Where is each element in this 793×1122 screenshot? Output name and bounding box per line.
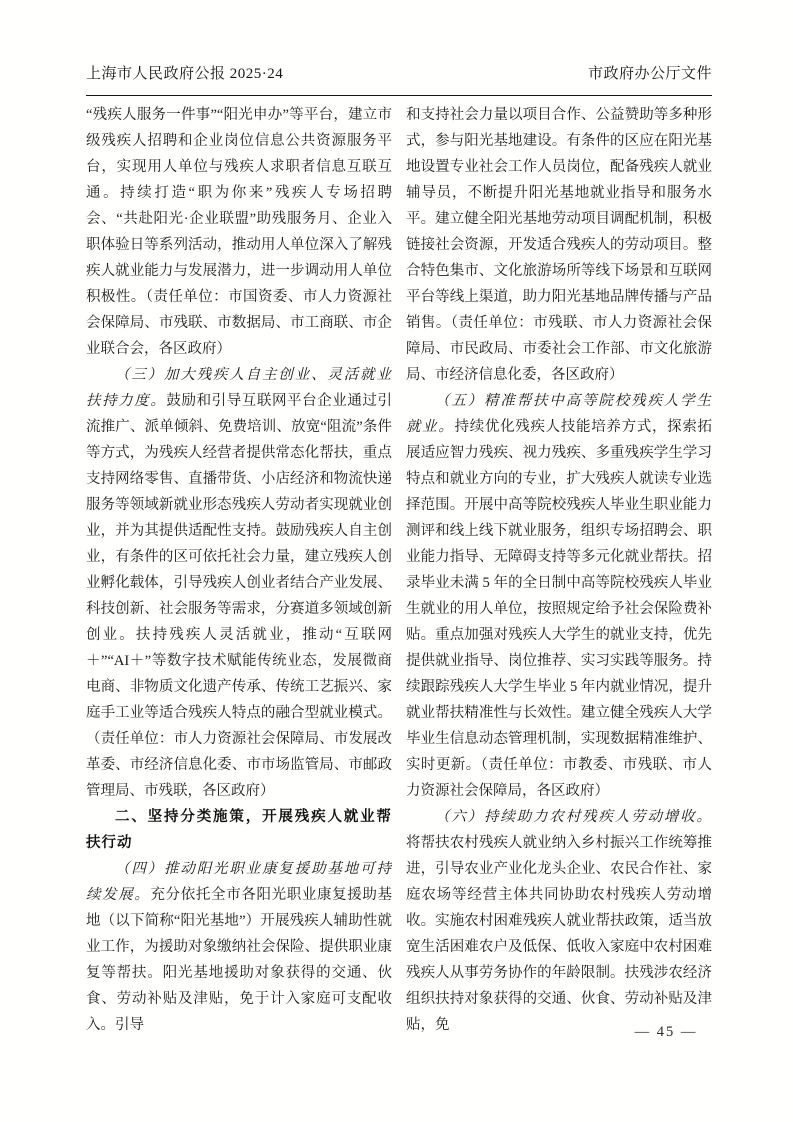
page-header: [86, 62, 712, 83]
item-paragraph-6: [406, 804, 712, 1038]
item-6-body: 将帮扶农村残疾人就业纳入乡村振兴工作统筹推进，引导农业产业化龙头企业、农民合作社、家庭农场等经营主体共同协助农村残疾人劳动增收。实施农村困难残疾人就业帮扶政策，适当放宽生活困难农户及低保、低收入家庭中农村困难残疾人从事劳务协作的年龄限制。扶残涉农经济组织扶持对象获得的交通、伙食、劳动补贴及津贴，免: [406, 835, 712, 1033]
item-5-lead: （五）精准帮扶中高等院校残疾人学生就业。: [406, 393, 712, 435]
page-number: — 45 —: [634, 1024, 698, 1040]
header-divider-rule: [86, 95, 712, 96]
item-3-lead: （三）加大残疾人自主创业、灵活就业扶持力度。: [86, 367, 392, 409]
item-paragraph-4: [86, 856, 392, 1038]
section-2-heading: 二、坚持分类施策，开展残疾人就业帮扶行动: [86, 809, 392, 851]
continuation-paragraph: “残疾人服务一件事”“阳光申办”等平台，建立市级残疾人招聘和企业岗位信息公共资源服务平台，实现用人单位与残疾人求职者信息互联互通。持续打造“职为你来”残疾人专场招聘会、“共赴阳光·企业联盟”助残服务月、企业入职体验日等系列活动，推动用人单位深入了解残疾人就业能力与发展潜力，进一步调动用人单位积极性。（责任单位：市国资委、市人力资源社会保障局、市残联、市数据局、市工商联、市企业联合会，各区政府）: [86, 107, 392, 357]
item-4-body: 充分依托全市各阳光职业康复援助基地（以下简称“阳光基地”）开展残疾人辅助性就业工作，为援助对象缴纳社会保险、提供职业康复等帮扶。阳光基地援助对象获得的交通、伙食、劳动补贴及津贴，免于计入家庭可支配收入。引导: [86, 887, 393, 1033]
doc-category: 市政府办公厅文件: [587, 66, 712, 82]
item-4-lead: （四）推动阳光职业康复援助基地可持续发展。: [86, 861, 392, 903]
column-left: [86, 97, 392, 1038]
journal-title: 上海市人民政府公报 2025·24: [86, 66, 284, 82]
item-6-lead: （六）持续助力农村残疾人劳动增收。: [435, 809, 712, 825]
item-5-body: 持续优化残疾人技能培养方式，探索拓展适应智力残疾、视力残疾、多重残疾学生学习特点和就业方向的专业，扩大残疾人就读专业选择范围。开展中高等院校残疾人毕业生职业能力测评和线上线下就业服务，组织专场招聘会、职业能力指导、无障碍支持等多元化就业帮扶。招录毕业未满 5 年的全日制中高等院校残疾人毕业生就业的用人单位，按照规定给予社会保险费补贴。重点加强对残疾人大学生的就业支持，优先提供就业指导、岗位推荐、实习实践等服务。持续跟踪残疾人大学生毕业 5 年内就业情况，提升就业帮扶精准性与长效性。建立健全残疾人大学毕业生信息动态管理机制，实现数据精准维护、实时更新。（责任单位：市教委、市残联、市人力资源社会保障局，各区政府）: [406, 419, 713, 799]
item-paragraph-5: [406, 388, 712, 804]
item-3-body: 鼓励和引导互联网平台企业通过引流推广、派单倾斜、免费培训、放宽“阻流”条件等方式，为残疾人经营者提供常态化帮扶，重点支持网络零售、直播带货、小店经济和物流快递服务等领域新就业形态残疾人劳动者实现就业创业，并为其提供适配性支持。鼓励残疾人自主创业，有条件的区可依托社会力量，建立残疾人创业孵化载体，引导残疾人创业者结合产业发展、科技创新、社会服务等需求，分赛道多领域创新创业。扶持残疾人灵活就业，推动“互联网＋”“AI＋”等数字技术赋能传统业态，发展微商电商、非物质文化遗产传承、传统工艺振兴、家庭手工业等适合残疾人特点的融合型就业模式。（责任单位：市人力资源社会保障局、市发展改革委、市经济信息化委、市市场监管局、市邮政管理局、市残联，各区政府）: [86, 393, 393, 799]
two-column-body: [86, 97, 712, 1038]
column-right: [406, 97, 712, 1038]
item-paragraph-4-continuation: 和支持社会力量以项目合作、公益赞助等多种形式，参与阳光基地建设。有条件的区应在阳光基地设置专业社会工作人员岗位，配备残疾人就业辅导员，不断提升阳光基地就业指导和服务水平。建立健全阳光基地劳动项目调配机制，积极链接社会资源，开发适合残疾人的劳动项目。整合特色集市、文化旅游场所等线下场景和互联网平台等线上渠道，助力阳光基地品牌传播与产品销售。（责任单位：市残联、市人力资源社会保障局、市民政局、市委社会工作部、市文化旅游局、市经济信息化委，各区政府）: [406, 107, 712, 383]
item-paragraph-3: [86, 362, 392, 804]
